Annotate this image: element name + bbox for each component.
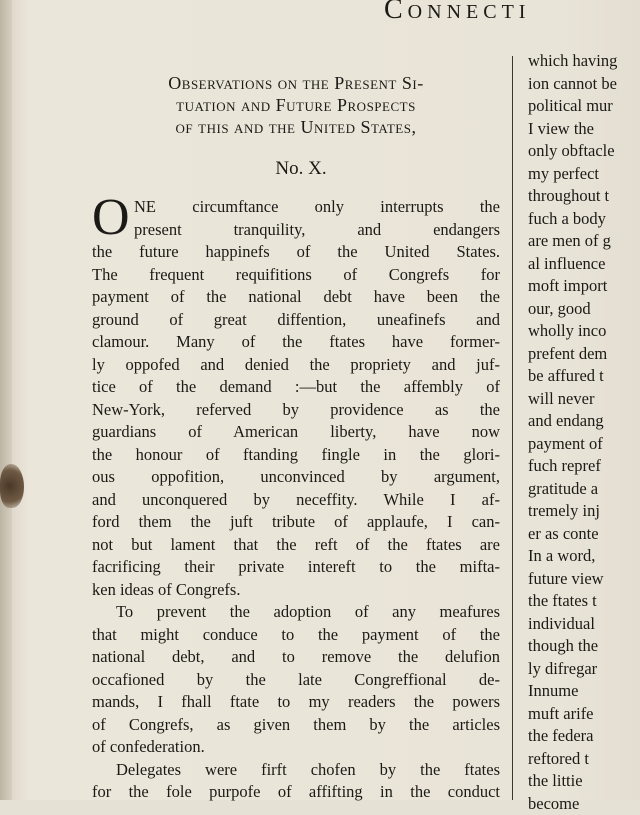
article-text-line: for the fole purpofe of affifting in the conduct (92, 781, 500, 804)
adjacent-text-line: my perfect (528, 163, 640, 186)
article-text-line: present tranquility, and endangers (92, 219, 500, 242)
adjacent-text-line: fuch repref (528, 455, 640, 478)
article-body (92, 196, 500, 804)
adjacent-text-line: muft arife (528, 703, 640, 726)
headline-line: tuation and Future Prospects (92, 94, 500, 116)
article-column (92, 62, 500, 804)
article-text-line: that might conduce to the payment of the (92, 624, 500, 647)
adjacent-text-line: though the (528, 635, 640, 658)
headline-line: Observations on the Present Si- (92, 72, 500, 94)
article-text-line: facrificing their private intereft to the mifta- (92, 556, 500, 579)
adjacent-text-line: wholly inco (528, 320, 640, 343)
adjacent-text-line: Innume (528, 680, 640, 703)
article-text-line: payment of the national debt have been the (92, 286, 500, 309)
drop-cap: O (92, 196, 130, 240)
adjacent-text-line: moft import (528, 275, 640, 298)
article-text-line: ly oppofed and denied the propriety and juf- (92, 354, 500, 377)
article-text-line: mands, I fhall ftate to my readers the powers (92, 691, 500, 714)
article-text-line: Delegates were firft chofen by the ftates (92, 759, 500, 782)
article-text-line: the honour of ftanding fingle in the glori- (92, 444, 500, 467)
article-text-line: ken ideas of Congrefs. (92, 579, 500, 602)
adjacent-text-line: In a word, (528, 545, 640, 568)
adjacent-text-line: payment of (528, 433, 640, 456)
article-text-line: and unconquered by neceffity. While I af- (92, 489, 500, 512)
article-text-line: The frequent requifitions of Congrefs for (92, 264, 500, 287)
article-headline (92, 72, 500, 138)
adjacent-text-line: future view (528, 568, 640, 591)
adjacent-text-line: only obftacle (528, 140, 640, 163)
article-text-line: of confederation. (92, 736, 500, 759)
adjacent-text-line: be affured t (528, 365, 640, 388)
page-edge (0, 0, 12, 800)
adjacent-text-line: and endang (528, 410, 640, 433)
adjacent-column (528, 50, 640, 815)
adjacent-text-line: reftored t (528, 748, 640, 771)
article-text-line: To prevent the adoption of any meafures (92, 601, 500, 624)
article-text-line: national debt, and to remove the delufion (92, 646, 500, 669)
article-text-line: NE circumftance only interrupts the (92, 196, 500, 219)
article-text-line: New-York, referved by providence as the (92, 399, 500, 422)
adjacent-text-line: al influence (528, 253, 640, 276)
adjacent-text-line: the federa (528, 725, 640, 748)
adjacent-text-line: tremely inj (528, 500, 640, 523)
adjacent-text-line: prefent dem (528, 343, 640, 366)
adjacent-text-line: the ftates t (528, 590, 640, 613)
adjacent-text-line: the littie (528, 770, 640, 793)
adjacent-text-line: political mur (528, 95, 640, 118)
adjacent-text-line: ly difregar (528, 658, 640, 681)
adjacent-text-line: will never (528, 388, 640, 411)
article-number: No. X. (102, 158, 500, 180)
adjacent-text-line: are men of g (528, 230, 640, 253)
column-rule (512, 56, 513, 800)
article-text-line: of Congrefs, as given them by the articles (92, 714, 500, 737)
adjacent-text-line: become (528, 793, 640, 815)
headline-line: of this and the United States, (92, 116, 500, 138)
masthead: Connecti (384, 0, 530, 26)
article-text-line: ous oppofition, unconvinced by argument, (92, 466, 500, 489)
article-text-line: guardians of American liberty, have now (92, 421, 500, 444)
adjacent-text-line: I view the (528, 118, 640, 141)
adjacent-text-line: er as conte (528, 523, 640, 546)
article-text-line: not but lament that the reft of the ftates are (92, 534, 500, 557)
article-text-line: ford them the juft tribute of applaufe, I can- (92, 511, 500, 534)
adjacent-text-line: ion cannot be (528, 73, 640, 96)
article-text-line: occafioned by the late Congreffional de- (92, 669, 500, 692)
adjacent-text-line: gratitude a (528, 478, 640, 501)
ink-stain (0, 464, 24, 508)
adjacent-text-line: fuch a body (528, 208, 640, 231)
article-text-line: the future happinefs of the United States. (92, 241, 500, 264)
article-text-line: clamour. Many of the ftates have former- (92, 331, 500, 354)
adjacent-text-line: individual (528, 613, 640, 636)
article-text-line: ground of great diffention, uneafinefs and (92, 309, 500, 332)
adjacent-text-line: which having (528, 50, 640, 73)
adjacent-text-line: throughout t (528, 185, 640, 208)
article-text-line: tice of the demand :—but the affembly of (92, 376, 500, 399)
adjacent-text-line: our, good (528, 298, 640, 321)
